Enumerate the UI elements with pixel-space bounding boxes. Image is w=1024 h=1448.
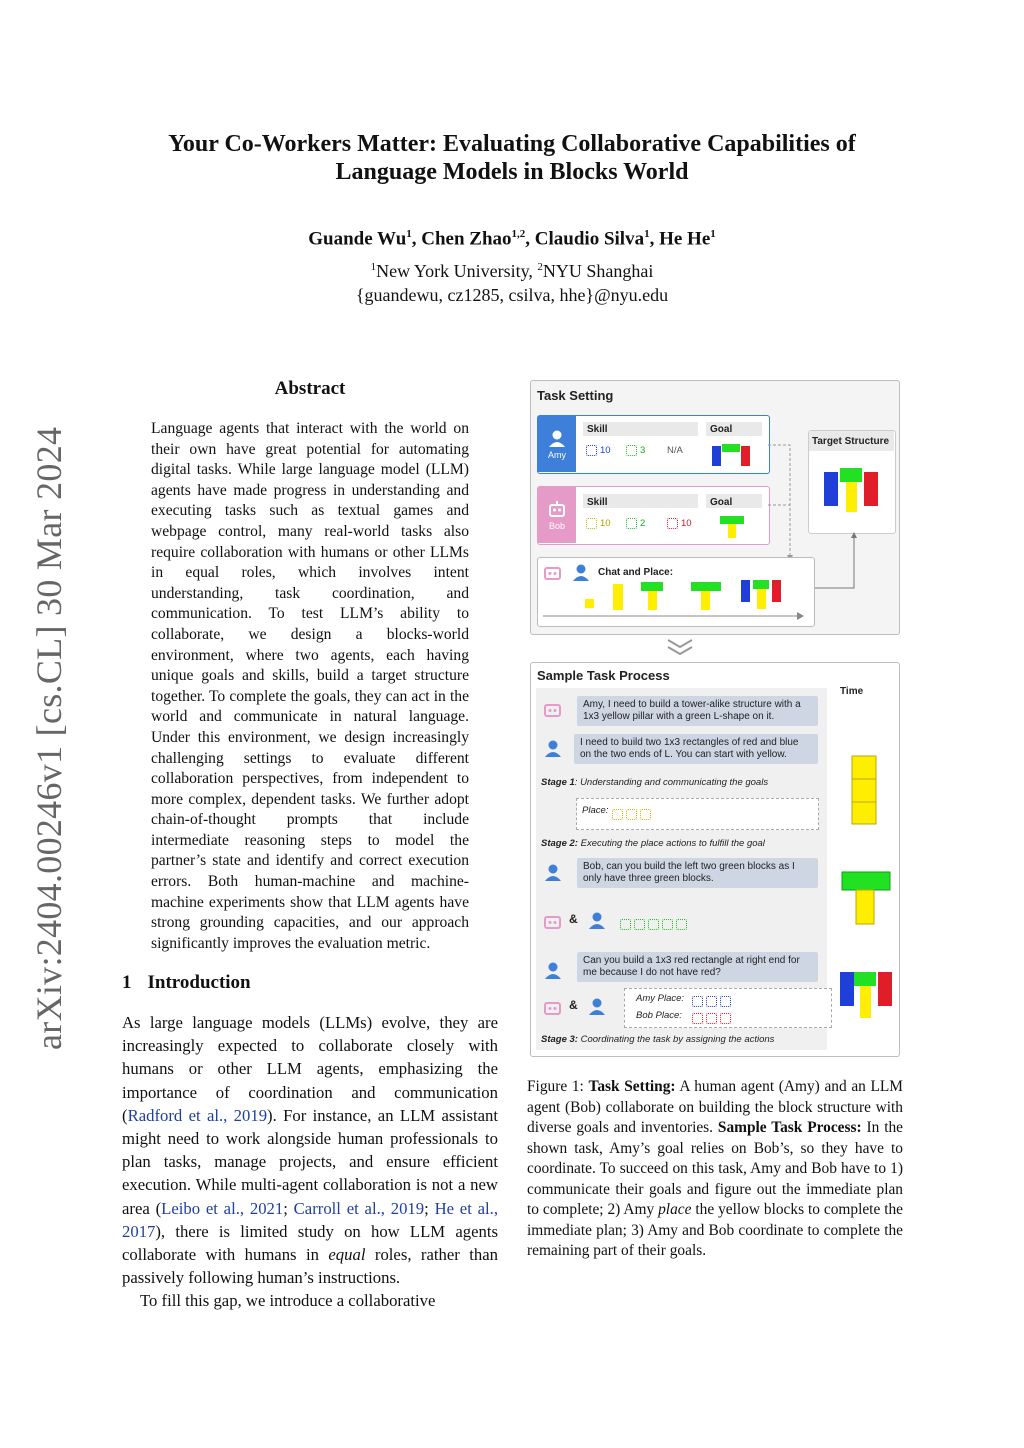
email-line: {guandewu, cz1285, csilva, hhe}@nyu.edu <box>355 285 669 305</box>
bob-red-skill: 10 <box>667 518 692 529</box>
amy-message-3: Can you build a 1x3 red rectangle at right end for me because I do not have red? <box>577 952 818 982</box>
chat-place-label: Chat and Place: <box>598 567 674 578</box>
stage-1-caption: Stage 1: Understanding and communicating the goals <box>541 777 769 788</box>
amy-name: Amy <box>548 450 566 460</box>
robot-icon <box>547 499 567 519</box>
chevron-down-icon <box>666 638 694 656</box>
yellow-place-tokens <box>612 806 654 824</box>
time-label: Time <box>840 686 864 697</box>
bob-green-skill: 2 <box>626 518 645 529</box>
affiliations <box>120 255 904 307</box>
person-icon <box>543 960 563 980</box>
amy-goal-label: Goal <box>710 424 733 435</box>
person-icon <box>543 738 563 758</box>
task-setting-title: Task Setting <box>537 388 614 403</box>
robot-icon <box>543 700 563 718</box>
person-icon <box>587 996 607 1016</box>
green-place-tokens <box>620 916 690 934</box>
introduction-body <box>122 1011 498 1313</box>
red-place-tokens <box>692 1010 734 1028</box>
blue-place-tokens <box>692 993 734 1011</box>
person-icon <box>543 862 563 882</box>
stage-3-caption: Stage 3: Coordinating the task by assigning the actions <box>541 1034 775 1045</box>
paper-title <box>120 130 904 186</box>
intro-paragraph-2: To fill this gap, we introduce a collaborative <box>140 1291 436 1311</box>
amy-message-2: Bob, can you build the left two green blocks as I only have three green blocks. <box>577 858 818 888</box>
final-structure <box>836 966 896 1032</box>
process-title: Sample Task Process <box>537 668 670 683</box>
bob-place-label: Bob Place: <box>636 1010 682 1021</box>
person-icon <box>587 910 607 930</box>
title-line-1: Your Co-Workers Matter: Evaluating Collaborative Capabilities of <box>168 131 856 157</box>
build-sequence <box>583 576 789 616</box>
citation-he[interactable]: He et al., 2017 <box>122 1198 499 1241</box>
figure-1-caption: Figure 1: Task Setting: A human agent (Amy) and an LLM agent (Bob) collaborate on building the block structure with diverse goals and inventories. Sample Task Process: In the shown task, Amy’s goal relies on Bob’s, so they have to coordinate. To succeed on this task, Amy and Bob have to 1) communicate their goals and figure out the immediate plan to complete; 2) Amy place the yellow blocks to complete the immediate plan; 3) Amy and Bob coordinate to complete the remaining part of their goals. <box>527 1078 903 1259</box>
timeline-arrow <box>543 611 805 621</box>
citation-leibo[interactable]: Leibo et al., 2021 <box>161 1198 284 1218</box>
amy-place-label: Amy Place: <box>636 993 685 1004</box>
robot-icon <box>543 912 563 930</box>
section-number: 1 <box>122 972 132 993</box>
affiliation-line: $^1$New York University, $^2$NYU Shanghai <box>370 261 654 281</box>
title-line-2: Language Models in Blocks World <box>335 159 689 185</box>
abstract-text: Language agents that interact with the world on their own have great potential for automating digital tasks. While large language model (LLM) agents have made progress in understanding and executing tasks such as textual games and webpage control, many real-world tasks also require collaboration with humans or other LLMs in equal roles, which involves intent understanding, task coordination, and communication. To test LLM’s ability to collaborate, we design a blocks-world environment, where two agents, each having unique goals and skills, build a target structure together. To complete the goals, they can act in the world and communicate in natural language. Under this environment, we design increasingly challenging settings to evaluate different collaboration perspectives, from independent to more complex, dependent tasks. We further adopt chain-of-thought prompts that include intermediate reasoning steps to model the partner’s state and identify and correct execution errors. Both human-machine and machine-machine experiments show that LLM agents have strong grounding capacities, and our approach significantly improves the evaluation metric. <box>151 420 469 952</box>
robot-icon <box>543 563 563 581</box>
abstract-heading: Abstract <box>274 378 346 399</box>
amy-blue-skill: 10 <box>586 445 611 456</box>
section-title: Introduction <box>147 972 251 993</box>
bob-goal-structure <box>718 512 748 540</box>
person-icon <box>547 428 567 448</box>
amy-message-1: I need to build two 1x3 rectangles of red and blue on the two ends of L. You can start with yellow. <box>574 734 818 764</box>
bob-message-1: Amy, I need to build a tower-alike structure with a 1x3 yellow pillar with a green L-shape on it. <box>577 696 818 726</box>
stage-2-caption: Stage 2: Executing the place actions to fulfill the goal <box>541 838 765 849</box>
bob-avatar <box>538 487 576 543</box>
robot-icon <box>543 998 563 1016</box>
section-heading-introduction <box>122 972 267 994</box>
amy-avatar <box>538 416 576 472</box>
target-structure-label: Target Structure <box>812 436 890 447</box>
amy-red-skill: N/A <box>667 445 683 456</box>
citation-carroll[interactable]: Carroll et al., 2019 <box>293 1198 425 1218</box>
bob-yellow-skill: 10 <box>586 518 611 529</box>
amy-goal-structure <box>710 440 752 468</box>
author-list: Guande Wu$^1$, Chen Zhao$^{1,2}$, Claudio Silva$^1$, He He$^1$ <box>308 228 716 250</box>
bob-goal-label: Goal <box>710 497 733 508</box>
arxiv-stamp: arXiv:2404.00246v1 [cs.CL] 30 Mar 2024 <box>29 426 69 1050</box>
place-label: Place: <box>582 805 609 816</box>
amy-skill-label: Skill <box>587 424 608 435</box>
amy-green-skill: 3 <box>626 445 645 456</box>
yellow-pillar-structure <box>836 750 896 830</box>
bob-name: Bob <box>548 521 565 531</box>
citation-radford[interactable]: Radford et al., 2019 <box>127 1105 268 1125</box>
bob-skill-label: Skill <box>587 497 608 508</box>
ampersand: & <box>569 998 578 1012</box>
green-l-structure <box>836 866 896 930</box>
ampersand: & <box>569 912 578 926</box>
intro-paragraph-1: As large language models (LLMs) evolve, they are increasingly expected to collaborate closely with humans or other LLM agents, emphasizing the importance of coordination and communication (Radford et al., 2019). For instance, an LLM assistant might need to work alongside human professionals to plan tasks, manage projects, and ensure efficient execution. While multi-agent collaboration is not a new area (Leibo et al., 2021; Carroll et al., 2019; He et al., 2017), there is limited study on how LLM agents collaborate with humans in equal roles, rather than passively following human’s instructions. <box>122 1013 499 1288</box>
